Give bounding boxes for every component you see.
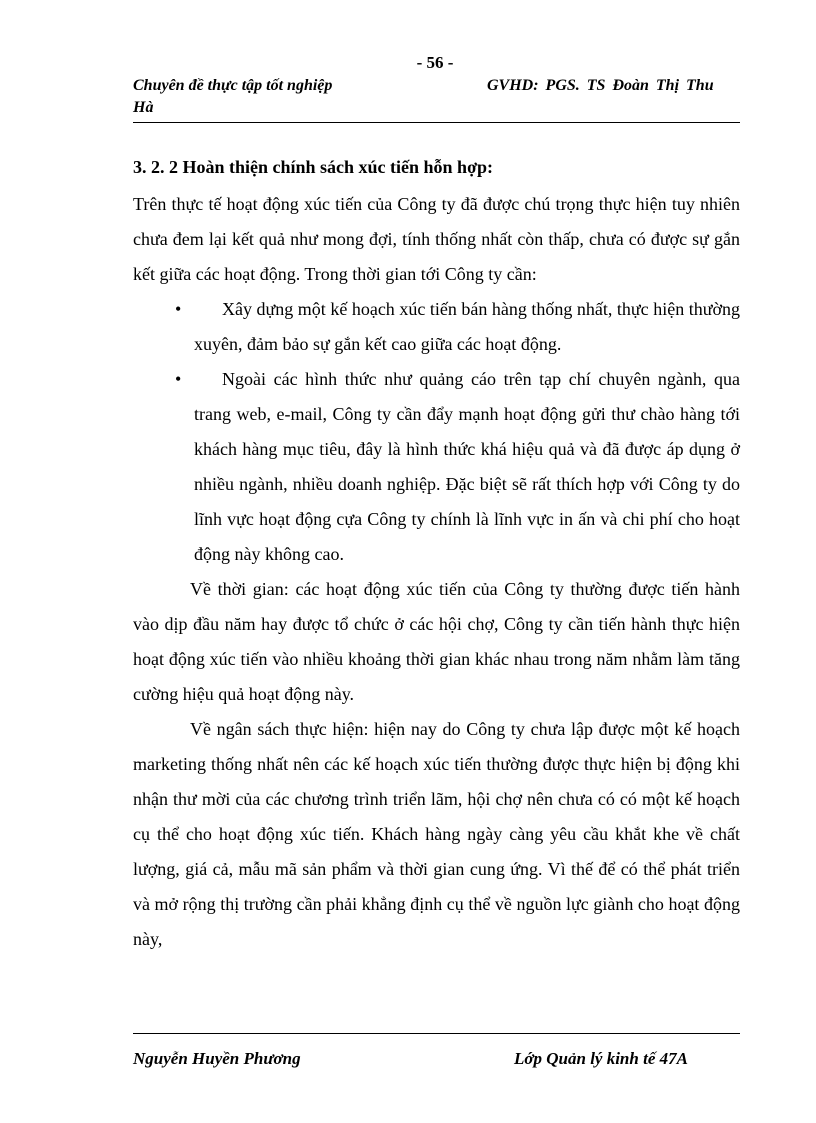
header-divider <box>133 122 740 123</box>
bullet-icon: • <box>175 299 182 319</box>
bullet-icon: • <box>175 369 182 389</box>
list-item-text: Xây dựng một kế hoạch xúc tiến bán hàng thống nhất, thực hiện thường xuyên, đảm bảo sự gắn kết cao giữa các hoạt động. <box>194 299 740 354</box>
header-title: Chuyên đề thực tập tốt nghiệp <box>133 77 333 94</box>
list-item <box>133 292 740 362</box>
budget-paragraph: Về ngân sách thực hiện: hiện nay do Công ty chưa lập được một kế hoạch marketing thống nhất nên các kế hoạch xúc tiến thường được thực hiện bị động khi nhận thư mời của các chương trình triển lãm, hội chợ nên chưa có có một kế hoạch cụ thể cho hoạt động xúc tiến. Khách hàng ngày càng yêu cầu khắt khe về chất lượng, giá cả, mẫu mã sản phẩm và thời gian cung ứng. Vì thế để có thể phát triển và mở rộng thị trường cần phải khẳng định cụ thể về nguồn lực giành cho hoạt động này, <box>133 719 740 949</box>
bullet-list <box>133 292 740 572</box>
list-item-text: Ngoài các hình thức như quảng cáo trên tạp chí chuyên ngành, qua trang web, e-mail, Công ty cần đẩy mạnh hoạt động gửi thư chào hàng tới khách hàng mục tiêu, đây là hình thức khá hiệu quả và đã được áp dụng ở nhiều ngành, nhiều doanh nghiệp. Đặc biệt sẽ rất thích hợp với Công ty do lĩnh vực hoạt động cựa Công ty chính là lĩnh vực in ấn và chi phí cho hoạt động này không cao. <box>194 369 740 564</box>
footer-author: Nguyễn Huyền Phương <box>133 1049 301 1068</box>
section-heading: 3. 2. 2 Hoàn thiện chính sách xúc tiến hỗn hợp: <box>133 157 494 177</box>
header-supervisor: GVHD: PGS. TS Đoàn Thị Thu <box>487 77 714 94</box>
footer-class: Lớp Quản lý kinh tế 47A <box>514 1049 688 1068</box>
intro-paragraph: Trên thực tế hoạt động xúc tiến của Công ty đã được chú trọng thực hiện tuy nhiên chưa đem lại kết quả như mong đợi, tính thống nhất còn thấp, chưa có được sự gắn kết giữa các hoạt động. Trong thời gian tới Công ty cần: <box>133 194 740 284</box>
list-item <box>133 362 740 572</box>
header-title-continuation: Hà <box>133 99 154 116</box>
footer-divider <box>133 1033 740 1034</box>
page-number: - 56 - <box>416 53 454 72</box>
document-body <box>133 150 740 957</box>
time-paragraph: Về thời gian: các hoạt động xúc tiến của Công ty thường được tiến hành vào dịp đầu năm hay được tổ chức ở các hội chợ, Công ty cần tiến hành thực hiện hoạt động xúc tiến vào nhiều khoảng thời gian khác nhau trong năm nhằm làm tăng cường hiệu quả hoạt động này. <box>133 579 740 704</box>
